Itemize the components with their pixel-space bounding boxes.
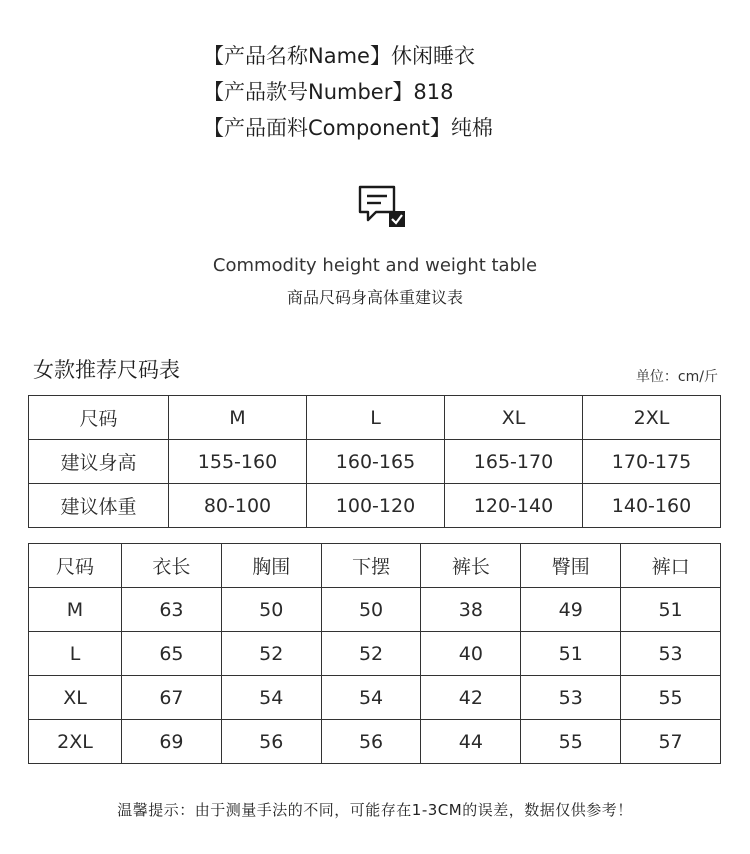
table-cell: M [29, 588, 122, 632]
table-cell: 55 [621, 676, 721, 720]
table-header-cell: L [307, 396, 445, 440]
table-cell: 42 [421, 676, 521, 720]
table-cell: 52 [321, 632, 421, 676]
subtitle-english: Commodity height and weight table [212, 255, 538, 276]
size-recommendation-table [28, 395, 721, 528]
table-cell: 51 [621, 588, 721, 632]
table-row [29, 676, 721, 720]
table-cell: XL [29, 676, 122, 720]
table-cell: 49 [521, 588, 621, 632]
product-component-line: 【产品面料Component】纯棉 [203, 116, 493, 140]
table-cell: 50 [221, 588, 321, 632]
women-size-title: 女款推荐尺码表 [33, 358, 180, 382]
table-cell: 38 [421, 588, 521, 632]
garment-measurement-table [28, 543, 721, 764]
table-header-cell: 裤口 [621, 544, 721, 588]
subtitle-chinese: 商品尺码身高体重建议表 [286, 288, 463, 307]
table-cell: 165-170 [445, 440, 583, 484]
table-cell: 55 [521, 720, 621, 764]
table-cell: 56 [221, 720, 321, 764]
table-cell: 100-120 [307, 484, 445, 528]
table-row [29, 440, 721, 484]
table-header-cell: 裤长 [421, 544, 521, 588]
table-cell: 建议体重 [29, 484, 169, 528]
table-cell: 65 [122, 632, 222, 676]
table-cell: 160-165 [307, 440, 445, 484]
table-cell: 170-175 [583, 440, 721, 484]
product-info [203, 38, 493, 146]
table-cell: 54 [321, 676, 421, 720]
table-cell: 69 [122, 720, 222, 764]
table-row [29, 484, 721, 528]
unit-label: 单位：cm/斤 [635, 369, 718, 385]
table-header-cell: 2XL [583, 396, 721, 440]
table-cell: L [29, 632, 122, 676]
product-number-line: 【产品款号Number】818 [203, 80, 454, 104]
table-cell: 40 [421, 632, 521, 676]
footer-note: 温馨提示：由于测量手法的不同，可能存在1-3CM的误差，数据仅供参考！ [117, 801, 633, 819]
table-cell: 63 [122, 588, 222, 632]
table-header-cell: 尺码 [29, 544, 122, 588]
table-cell: 120-140 [445, 484, 583, 528]
table-cell: 56 [321, 720, 421, 764]
table-cell: 2XL [29, 720, 122, 764]
table-cell: 67 [122, 676, 222, 720]
table-header-cell: 胸围 [221, 544, 321, 588]
table-cell: 建议身高 [29, 440, 169, 484]
table-header-cell: 尺码 [29, 396, 169, 440]
table-cell: 53 [621, 632, 721, 676]
table-header-cell: 衣长 [122, 544, 222, 588]
table-cell: 54 [221, 676, 321, 720]
product-name-line: 【产品名称Name】休闲睡衣 [203, 44, 475, 68]
table-header-cell: 臀围 [521, 544, 621, 588]
table-cell: 50 [321, 588, 421, 632]
table-cell: 80-100 [169, 484, 307, 528]
table-header-cell: 下摆 [321, 544, 421, 588]
table-cell: 52 [221, 632, 321, 676]
table-header-row [29, 396, 721, 440]
table-row [29, 720, 721, 764]
table-cell: 155-160 [169, 440, 307, 484]
table-cell: 51 [521, 632, 621, 676]
table-cell: 53 [521, 676, 621, 720]
table-row [29, 632, 721, 676]
table-row [29, 588, 721, 632]
table-cell: 140-160 [583, 484, 721, 528]
table-header-row [29, 544, 721, 588]
table-cell: 57 [621, 720, 721, 764]
message-check-icon [357, 184, 407, 230]
table-header-cell: M [169, 396, 307, 440]
table-header-cell: XL [445, 396, 583, 440]
table-cell: 44 [421, 720, 521, 764]
